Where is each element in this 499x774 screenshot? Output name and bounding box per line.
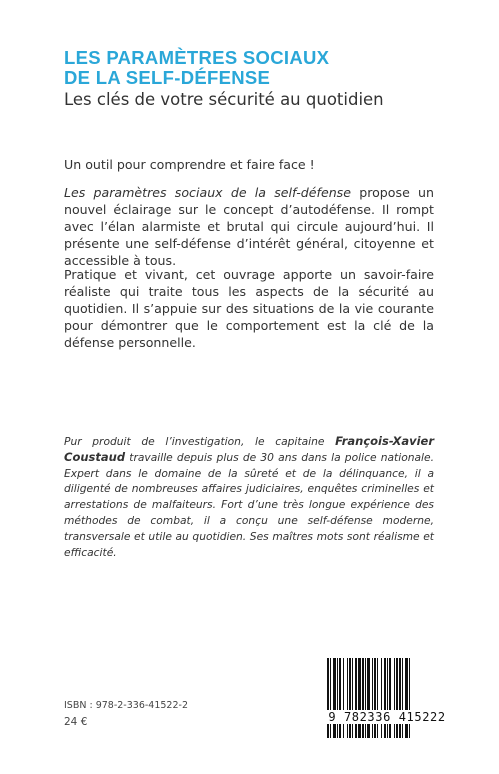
isbn-text: ISBN : 978-2-336-41522-2 (64, 700, 188, 711)
barcode-bar (327, 658, 329, 738)
barcode-bar (389, 658, 391, 738)
barcode-bar (367, 658, 370, 738)
book-title (64, 48, 444, 88)
barcode-bar (352, 658, 353, 738)
barcode-bar (362, 658, 364, 738)
barcode-bar (377, 658, 378, 738)
barcode-bar (358, 658, 361, 738)
book-subtitle: Les clés de votre sécurité au quotidien (64, 90, 384, 109)
author-name: François-Xavier Coustaud (64, 434, 434, 464)
price-text: 24 € (64, 716, 88, 728)
barcode-bar (405, 658, 408, 738)
barcode-bar (337, 658, 338, 738)
title-line-1: LES PARAMÈTRES SOCIAUX (64, 47, 330, 68)
barcode-image (326, 658, 448, 738)
barcode-bar (330, 658, 331, 738)
barcode-bar (365, 658, 366, 738)
barcode-bar (347, 658, 348, 738)
barcode-bar (387, 658, 388, 738)
barcode-bar (396, 658, 398, 738)
barcode-bar (333, 658, 336, 738)
title-line-2: DE LA SELF-DÉFENSE (64, 67, 271, 88)
author-bio-intro: Pur produit de l’investigation, le capitaine (64, 435, 336, 448)
barcode-bar (339, 658, 341, 738)
barcode-bar (394, 658, 395, 738)
barcode-bar (372, 658, 373, 738)
author-bio-text: travaille depuis plus de 30 ans dans la police nationale. Expert dans le domaine de la sûreté et de la délinquance, il a diligenté de nombreuses affaires judiciaires, enquêtes criminelles et arrestations de malfaiteurs. Fort d’une très longue expérience des méthodes de combat, il a conçu une self-défense moderne, transversale et utile au quotidien. Ses maîtres mots sont réalisme et efficacité. (64, 450, 434, 559)
book-title-italic: Les paramètres sociaux de la self-défense (64, 185, 351, 200)
barcode-bar (399, 658, 401, 738)
barcode-bar (374, 658, 376, 738)
author-bio (64, 434, 434, 560)
blurb-paragraph-1 (64, 184, 434, 269)
barcode-bar (349, 658, 351, 738)
barcode-bar (381, 658, 382, 738)
barcode-bar (402, 658, 403, 738)
blurb-tagline: Un outil pour comprendre et faire face ! (64, 157, 315, 172)
barcode-bar (409, 658, 410, 738)
barcode-bar (355, 658, 357, 738)
barcode-bar (384, 658, 386, 738)
blurb-paragraph-2: Pratique et vivant, cet ouvrage apporte un savoir-faire réaliste qui traite tous les aspects de la sécurité au quotidien. Il s’appuie sur des situations de la vie courante pour démontrer que le comportement est la clé de la défense personnelle. (64, 267, 434, 350)
barcode-number: 9 782336 415222 (322, 710, 452, 724)
barcode-bar (343, 658, 344, 738)
blurb-paragraph-1-text: propose un nouvel éclairage sur le concept d’autodéfense. Il rompt avec l’élan alarmiste et brutal qui circule aujourd’hui. Il présente une self-défense d’intérêt général, citoyenne et accessible à tous. (64, 185, 434, 268)
